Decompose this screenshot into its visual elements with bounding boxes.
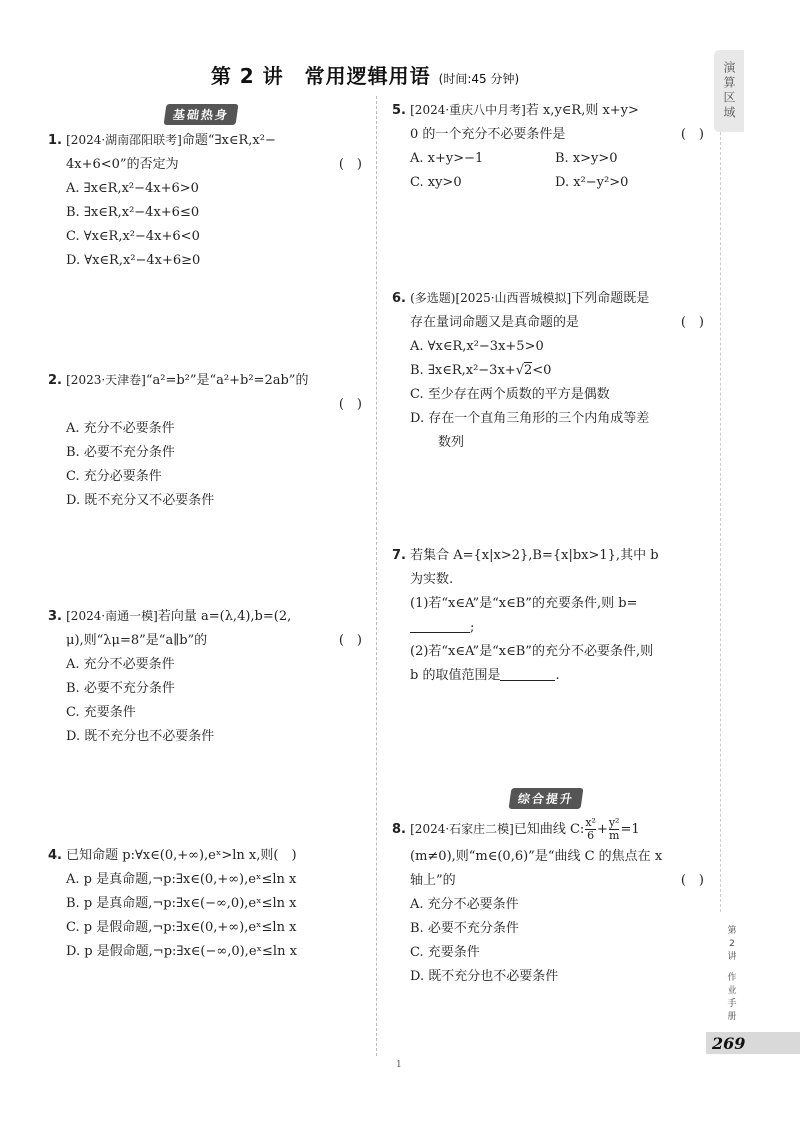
question-3: [48, 604, 366, 749]
question-number: 6.: [392, 291, 406, 306]
answer-paren: ( ): [338, 633, 362, 648]
option-text: B. ∃x∈R,x²−3x+: [410, 363, 516, 378]
side-lesson-char: 讲: [727, 952, 737, 962]
question-5: [392, 98, 708, 195]
option-a: A. x+y>−1: [410, 151, 484, 166]
option-b: B. ∃x∈R,x²−4x+6≤0: [66, 205, 200, 220]
question-number: 8.: [392, 822, 406, 837]
option-d: D. 既不充分也不必要条件: [66, 729, 215, 744]
scratch-area-tab: 演算区域: [714, 50, 744, 132]
side-lesson-char: 册: [727, 1012, 737, 1022]
time-note: (时间:45 分钟): [438, 72, 520, 86]
lesson-title: 第 2 讲 常用逻辑用语: [210, 64, 431, 88]
question-2: [48, 368, 366, 513]
answer-paren: ( ): [680, 127, 704, 142]
plus-sign: +: [596, 822, 608, 837]
option-c: C. 充分必要条件: [66, 469, 162, 484]
question-stem: 已知命题 p:∀x∈(0,+∞),eˣ>ln x,则( ): [66, 848, 297, 863]
option-a: A. 充分不必要条件: [66, 421, 175, 436]
question-4: [48, 844, 366, 964]
question-stem: 存在量词命题又是真命题的是: [410, 315, 580, 330]
fraction-x: [585, 817, 596, 842]
question-stem: “a²=b²”是“a²+b²=2ab”的: [145, 373, 309, 388]
question-number: 2.: [48, 373, 62, 388]
option-a: A. 充分不必要条件: [410, 897, 519, 912]
page-number: 269: [712, 1034, 746, 1053]
option-d: D. 存在一个直角三角形的三个内角成等差: [410, 411, 650, 426]
section-badge-advanced: [510, 788, 582, 809]
question-stem: 已知曲线 C:: [513, 822, 585, 837]
question-number: 4.: [48, 848, 62, 863]
option-c: C. ∀x∈R,x²−4x+6<0: [66, 229, 200, 244]
question-stem: 4x+6<0”的否定为: [66, 157, 179, 172]
option-text: <0: [532, 363, 552, 378]
section-label: 基础热身: [164, 104, 239, 125]
fraction-y: [609, 817, 620, 842]
equation-rhs: =1: [620, 822, 640, 837]
fraction-numerator: x²: [585, 816, 596, 829]
answer-blank-2[interactable]: [500, 666, 555, 681]
question-1: [48, 128, 366, 273]
question-source: (多选题)[2025·山西晋城模拟]: [410, 291, 572, 305]
question-stem: μ),则“λμ=8”是“a∥b”的: [66, 633, 208, 648]
scratch-area-divider: [720, 132, 721, 912]
question-number: 7.: [392, 548, 406, 563]
option-d: D. p 是假命题,¬p:∃x∈(−∞,0),eˣ≤ln x: [66, 944, 297, 959]
question-stem: 为实数.: [410, 572, 454, 587]
question-number: 5.: [392, 103, 406, 118]
option-b: B. x>y>0: [555, 151, 618, 166]
option-a: A. 充分不必要条件: [66, 657, 175, 672]
option-d: D. 既不充分也不必要条件: [410, 969, 559, 984]
option-c: C. 至少存在两个质数的平方是偶数: [410, 387, 610, 402]
footer-mark: 1: [396, 1060, 402, 1070]
option-a: A. ∃x∈R,x²−4x+6>0: [66, 181, 199, 196]
question-stem: 下列命题既是: [571, 291, 650, 306]
question-6: [392, 286, 708, 455]
question-part-1: (1)若“x∈A”是“x∈B”的充要条件,则 b=: [410, 596, 638, 611]
question-8: [392, 814, 708, 989]
fraction-denominator: 6: [587, 829, 595, 842]
option-b: B. 必要不充分条件: [410, 921, 519, 936]
question-stem: 若向量 a=(λ,4),b=(2,: [157, 609, 292, 624]
question-source: [2023·天津卷]: [66, 373, 146, 387]
option-b: B. 必要不充分条件: [66, 681, 175, 696]
question-number: 3.: [48, 609, 62, 624]
answer-paren: ( ): [680, 873, 704, 888]
answer-paren: ( ): [338, 157, 362, 172]
option-b: B. 必要不充分条件: [66, 445, 175, 460]
punctuation: ;: [470, 620, 475, 635]
question-stem: 0 的一个充分不必要条件是: [410, 127, 566, 142]
fraction-denominator: m: [608, 829, 620, 842]
side-lesson-label: [718, 925, 746, 1024]
question-part-2: (2)若“x∈A”是“x∈B”的充分不必要条件,则: [410, 644, 654, 659]
option-a: A. ∀x∈R,x²−3x+5>0: [410, 339, 544, 354]
option-a: A. p 是真命题,¬p:∃x∈(0,+∞),eˣ≤ln x: [66, 872, 297, 887]
option-c: C. 充要条件: [66, 705, 136, 720]
side-lesson-char: 作: [727, 973, 737, 983]
option-b: B. ∃x∈R,x²−3x+√2<0: [410, 363, 552, 378]
question-source: [2024·湖南邵阳联考]: [66, 133, 182, 147]
side-lesson-char: 业: [727, 986, 737, 996]
answer-paren: ( ): [338, 397, 362, 412]
question-part-2-cont: b 的取值范围是: [410, 668, 501, 683]
question-source: [2024·石家庄二模]: [410, 822, 514, 836]
question-source: [2024·重庆八中月考]: [410, 103, 526, 117]
punctuation: .: [555, 668, 560, 683]
option-d: D. 既不充分又不必要条件: [66, 493, 215, 508]
question-stem: 若集合 A={x|x>2},B={x|bx>1},其中 b: [410, 548, 659, 563]
option-d-continued: 数列: [438, 435, 465, 450]
question-stem: (m≠0),则“m∈(0,6)”是“曲线 C 的焦点在 x: [410, 849, 663, 864]
column-divider: [376, 96, 377, 1056]
radicand: 2: [523, 363, 533, 378]
answer-blank-1[interactable]: [410, 618, 470, 633]
side-lesson-char: 2: [729, 939, 735, 949]
option-c: C. p 是假命题,¬p:∃x∈(0,+∞),eˣ≤ln x: [66, 920, 297, 935]
question-source: [2024·南通一模]: [66, 609, 158, 623]
question-7: [392, 544, 708, 688]
question-stem: 轴上”的: [410, 873, 456, 888]
section-label: 综合提升: [509, 788, 584, 809]
option-d: D. x²−y²>0: [555, 175, 629, 190]
question-stem: 若 x,y∈R,则 x+y>: [525, 103, 639, 118]
side-lesson-char: 第: [727, 926, 737, 936]
side-lesson-char: 手: [727, 999, 737, 1009]
option-d: D. ∀x∈R,x²−4x+6≥0: [66, 253, 201, 268]
page-title: [0, 60, 730, 89]
section-badge-basic: [165, 104, 237, 125]
option-c: C. 充要条件: [410, 945, 480, 960]
question-number: 1.: [48, 133, 62, 148]
fraction-numerator: y²: [608, 816, 620, 829]
answer-paren: ( ): [680, 315, 704, 330]
option-c: C. xy>0: [410, 175, 462, 190]
question-stem: 命题“∃x∈R,x²−: [181, 133, 276, 148]
option-b: B. p 是真命题,¬p:∃x∈(−∞,0),eˣ≤ln x: [66, 896, 297, 911]
